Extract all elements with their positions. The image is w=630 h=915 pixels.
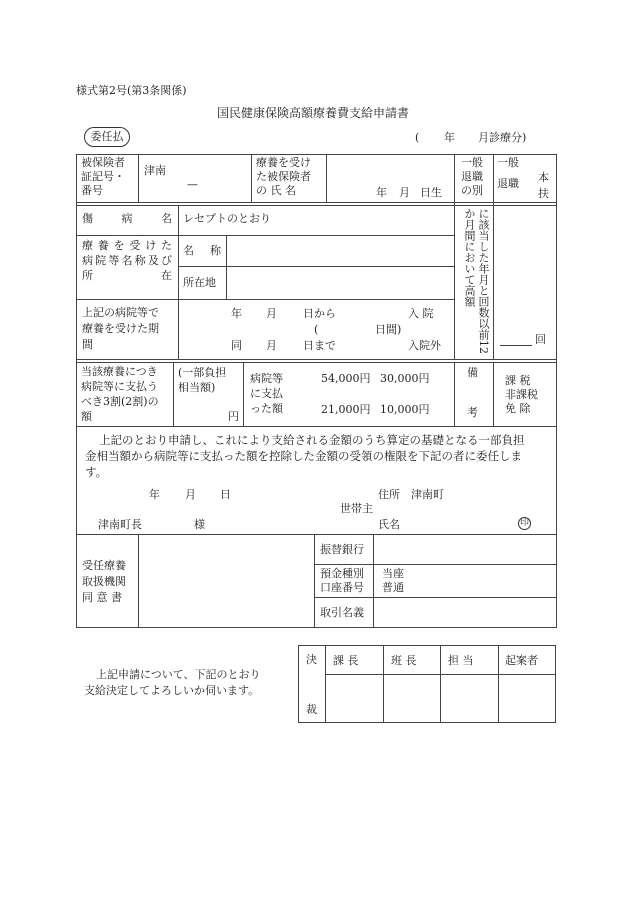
col-divider — [314, 534, 315, 628]
col-divider — [251, 154, 252, 203]
col-divider — [178, 299, 179, 360]
approval-col-staff: 担 当 — [448, 654, 474, 667]
period-to-day: 日まで — [303, 339, 336, 352]
period-from-day: 日から — [303, 307, 336, 320]
amount-2[interactable]: 30,000円 — [380, 372, 430, 385]
row-divider-double — [76, 362, 557, 363]
hospital-name-field[interactable] — [232, 244, 447, 260]
period-label-3: 間 — [82, 338, 93, 351]
hospital-address-field[interactable] — [232, 274, 447, 290]
insured-symbol-field[interactable]: 津南 — [144, 164, 166, 177]
agreement-label-3: 同 意 書 — [82, 591, 122, 604]
decision-top: 決 — [306, 653, 317, 666]
col-divider — [493, 362, 494, 427]
remarks-top: 備 — [467, 366, 478, 379]
patient-label-1: 療養を受け — [256, 156, 311, 169]
retire-option-general[interactable]: 一般 — [497, 156, 519, 169]
stamp-cell-team-leader[interactable] — [384, 675, 440, 723]
amount-4[interactable]: 10,000円 — [380, 403, 430, 416]
payment-label-3: べき3割(2割)の — [81, 395, 159, 408]
col-divider — [226, 235, 227, 300]
insured-label-1: 被保険者 — [81, 156, 125, 169]
col-divider — [173, 362, 174, 427]
period-label-2: 療養を受けた期 — [82, 322, 159, 335]
injury-value[interactable]: レセプトのとおり — [183, 212, 271, 225]
deposit-option-current[interactable]: 当座 — [382, 567, 404, 580]
partial-label-2: 相当額) — [178, 381, 216, 394]
approval-request-1: 上記申請について、下記のとおり — [96, 668, 261, 681]
payment-label-2: 病院等に支払う — [81, 380, 158, 393]
hospital-name-label: 名 称 — [183, 244, 221, 257]
period-label-1: 上記の病院等で — [82, 306, 159, 319]
period-to-month: 月 — [266, 339, 277, 352]
period-month-label: 月診療分) — [478, 131, 527, 144]
row-divider — [314, 597, 557, 598]
period-from-month: 月 — [266, 307, 277, 320]
insured-label-2: 証記号・ — [81, 170, 125, 183]
payment-label-4: 額 — [81, 410, 92, 423]
period-year-label: 年 — [444, 131, 455, 144]
retire-label-2: 退職 — [461, 170, 483, 183]
row-divider — [76, 235, 454, 236]
delegation-badge: 委任払 — [84, 127, 130, 147]
tax-option-nontaxed[interactable]: 非課税 — [505, 388, 538, 401]
deposit-label-2: 口座番号 — [320, 581, 364, 594]
period-inpatient[interactable]: 入 院 — [408, 307, 434, 320]
tax-option-exempt[interactable]: 免 除 — [505, 402, 531, 415]
agreement-label-1: 受任療養 — [82, 559, 126, 572]
hospital-label-3: 所 在 — [82, 269, 172, 282]
paid-label-2: に支払 — [250, 387, 283, 400]
honorific-label: 様 — [194, 518, 205, 531]
payment-label-1: 当該療養につき — [81, 365, 158, 378]
declaration-line-2: 金相当額から病院等に支払った額を控除した金額の受領の権限を下記の者に委任しま — [85, 449, 522, 463]
tax-option-taxed[interactable]: 課 税 — [505, 374, 531, 387]
stamp-cell-section-chief[interactable] — [326, 675, 383, 723]
col-divider — [493, 154, 494, 360]
declaration-month: 月 — [185, 488, 196, 501]
col-divider — [454, 154, 455, 360]
period-outpatient[interactable]: 入院外 — [408, 339, 441, 352]
col-divider — [373, 534, 374, 628]
deposit-option-ordinary[interactable]: 普通 — [382, 581, 404, 594]
insured-number-field[interactable]: — — [187, 178, 198, 191]
address-value[interactable]: 津南町 — [411, 488, 444, 501]
injury-label: 傷 病 名 — [82, 212, 172, 225]
paid-label-1: 病院等 — [250, 372, 283, 385]
declaration-year: 年 — [149, 488, 160, 501]
patient-label-3: の 氏 名 — [256, 184, 296, 197]
row-divider — [76, 299, 454, 300]
retire-option-retire[interactable]: 退職 — [497, 177, 519, 190]
deposit-label-1: 預金種別 — [320, 567, 364, 580]
count-underline — [500, 345, 532, 346]
period-open-paren: ( — [415, 131, 420, 144]
stamp-cell-drafter[interactable] — [499, 675, 556, 723]
address-label: 住所 — [378, 488, 400, 501]
col-divider — [326, 154, 327, 203]
remarks-bottom: 考 — [467, 406, 478, 419]
approval-col-section-chief: 課 長 — [333, 654, 359, 667]
hospital-address-label: 所在地 — [183, 276, 216, 289]
retire-option-self[interactable]: 本 — [538, 171, 549, 184]
row-divider — [76, 534, 557, 535]
partial-unit: 円 — [228, 410, 239, 423]
birth-month-label: 月 — [399, 186, 410, 199]
period-from-year: 年 — [231, 307, 242, 320]
count-vertical-label: に該当した年月と回数以前12か月間において高額 — [463, 208, 490, 354]
row-divider — [76, 426, 557, 427]
stamp-cell-staff[interactable] — [441, 675, 498, 723]
hospital-label-1: 療養を受けた — [82, 239, 172, 252]
row-divider — [314, 564, 557, 565]
form-number: 様式第2号(第3条関係) — [76, 84, 187, 97]
paid-label-3: った額 — [250, 402, 283, 415]
col-divider — [138, 534, 139, 628]
householder-label: 世帯主 — [340, 502, 373, 515]
col-divider — [243, 362, 244, 427]
bank-label: 振替銀行 — [320, 543, 364, 556]
seal-mark: 印 — [519, 518, 529, 528]
approval-request-2: 支給決定してよろしいか伺います。 — [84, 684, 260, 697]
approval-col-drafter: 起案者 — [505, 654, 538, 667]
period-days-open: ( — [314, 323, 319, 336]
row-divider-double — [76, 205, 557, 206]
count-unit: 回 — [535, 333, 546, 346]
row-divider — [76, 202, 557, 203]
amount-1[interactable]: 54,000円 — [321, 372, 371, 385]
retire-label-1: 一般 — [461, 156, 483, 169]
amount-3[interactable]: 21,000円 — [321, 403, 371, 416]
col-divider — [138, 154, 139, 203]
col-divider — [178, 205, 179, 300]
declaration-line-1: 上記のとおり申請し、これにより支給される金額のうち算定の基礎となる一部負担 — [99, 433, 525, 447]
row-divider — [178, 266, 454, 267]
form-title: 国民健康保険高額療養費支給申請書 — [217, 106, 410, 120]
declaration-line-3: す。 — [85, 465, 108, 479]
col-divider — [454, 362, 455, 427]
patient-label-2: た被保険者 — [256, 170, 311, 183]
decision-bottom: 裁 — [306, 703, 317, 716]
retire-label-3: の別 — [461, 184, 483, 197]
agreement-label-2: 取扱機関 — [82, 575, 126, 588]
partial-label-1: (一部負担 — [178, 366, 227, 379]
account-holder-label: 取引名義 — [320, 606, 364, 619]
hospital-label-2: 病院等名称及び — [82, 254, 172, 267]
birth-day-label: 日生 — [420, 186, 442, 199]
mayor-label: 津南町長 — [98, 518, 142, 531]
row-divider — [76, 359, 557, 360]
name-label: 氏名 — [378, 518, 400, 531]
birth-year-label: 年 — [376, 186, 387, 199]
retire-option-dependent[interactable]: 扶 — [538, 187, 549, 200]
insured-label-3: 番号 — [81, 184, 103, 197]
approval-col-team-leader: 班 長 — [391, 654, 417, 667]
period-to-same: 同 — [231, 339, 242, 352]
period-days-close: 日間) — [375, 323, 402, 336]
declaration-day: 日 — [220, 488, 231, 501]
